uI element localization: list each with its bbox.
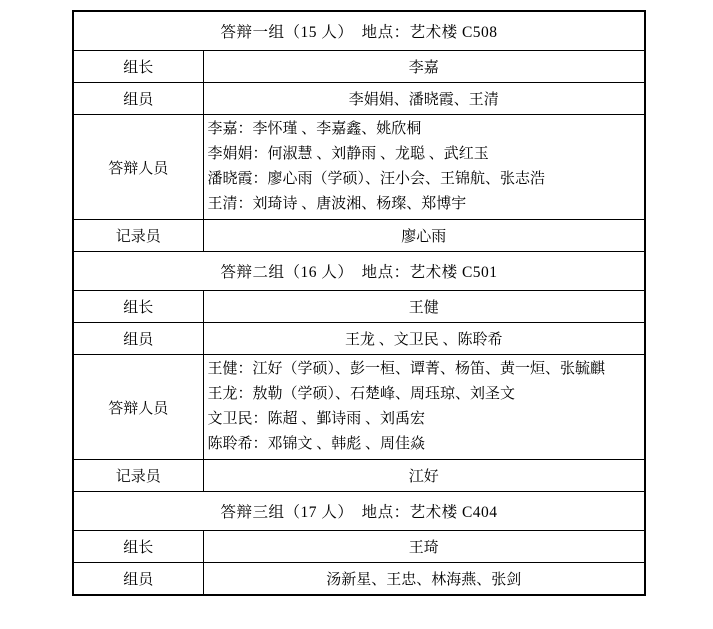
group-2-leader-label: 组长 <box>73 291 203 323</box>
table-row <box>73 355 645 460</box>
group-1-members-label: 组员 <box>73 83 203 115</box>
group-1-panelists-label: 答辩人员 <box>73 115 203 220</box>
group-2-header: 答辩二组（16 人） 地点：艺术楼 C501 <box>73 252 645 291</box>
group-3-header: 答辩三组（17 人） 地点：艺术楼 C404 <box>73 492 645 531</box>
group-2-leader-value: 王健 <box>203 291 645 323</box>
group-1-leader-label: 组长 <box>73 51 203 83</box>
panelist-line: 王健：江好（学硕）、彭一桓、谭菁、杨笛、黄一烜、张毓麒 <box>207 361 606 377</box>
table-row <box>73 460 645 492</box>
group-2-panelists-value <box>203 355 645 460</box>
group-3-members-label: 组员 <box>73 563 203 596</box>
panelist-line: 陈聆希：邓锦文 、韩彪 、周佳焱 <box>207 436 426 452</box>
table-row <box>73 252 645 291</box>
panelist-line: 王龙：敖勒（学硕）、石楚峰、周珏琼、刘圣文 <box>207 386 516 402</box>
table-row <box>73 563 645 596</box>
panelist-line: 李娟娟：何淑慧 、刘静雨 、龙聪 、武红玉 <box>207 146 489 162</box>
group-3-leader-label: 组长 <box>73 531 203 563</box>
group-2-recorder-value: 江好 <box>203 460 645 492</box>
panelist-line: 潘晓霞：廖心雨（学硕）、汪小会、王锦航、张志浩 <box>207 171 546 187</box>
group-2-recorder-label: 记录员 <box>73 460 203 492</box>
defense-schedule-table <box>72 10 646 596</box>
table-row <box>73 115 645 220</box>
group-3-leader-value: 王琦 <box>203 531 645 563</box>
group-1-recorder-label: 记录员 <box>73 220 203 252</box>
table-row <box>73 220 645 252</box>
table-row <box>73 492 645 531</box>
group-1-recorder-value: 廖心雨 <box>203 220 645 252</box>
group-1-members-value: 李娟娟、潘晓霞、王清 <box>203 83 645 115</box>
table-row <box>73 83 645 115</box>
panelist-line: 文卫民：陈超 、鄞诗雨 、刘禹宏 <box>207 411 426 427</box>
group-2-panelists-label: 答辩人员 <box>73 355 203 460</box>
table-row <box>73 11 645 51</box>
table-row <box>73 323 645 355</box>
group-1-header: 答辩一组（15 人） 地点：艺术楼 C508 <box>73 11 645 51</box>
table-row <box>73 51 645 83</box>
group-1-panelists-value <box>203 115 645 220</box>
table-row <box>73 291 645 323</box>
table-row <box>73 531 645 563</box>
group-2-members-label: 组员 <box>73 323 203 355</box>
panelist-line: 李嘉：李怀瑾 、李嘉鑫、姚欣桐 <box>207 121 422 137</box>
group-1-leader-value: 李嘉 <box>203 51 645 83</box>
panelist-line: 王清：刘琦诗 、唐波湘、杨璨、郑博宇 <box>207 196 467 212</box>
group-2-members-value: 王龙 、文卫民 、陈聆希 <box>203 323 645 355</box>
group-3-members-value: 汤新星、王忠、林海燕、张剑 <box>203 563 645 596</box>
